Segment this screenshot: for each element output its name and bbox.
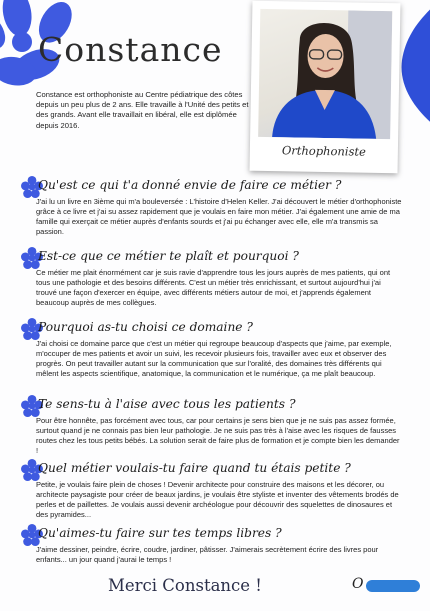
- question-heading: Est-ce que ce métier te plaît et pourquoi ?: [38, 249, 299, 263]
- answer-paragraph: J'aime dessiner, peindre, écrire, coudre, jardiner, pâtisser. J'aimerais secrètement écrire des livres pour enfants... un jour quand j'aurai le temps !: [36, 545, 379, 565]
- answer-paragraph: Petite, je voulais faire plein de choses ! Devenir architecte pour construire des maisons et les décorer, ou architecte paysagiste pour créer de beaux jardins, je voulais être styliste et inventer des vêtements brodés de perles et de paillettes. Je voulais aussi devenir archéologue pour découvrir des squelettes de dinosaures et des pyramides...: [36, 480, 399, 520]
- portrait-illustration: [258, 9, 392, 139]
- question-heading: Qu'aimes-tu faire sur tes temps libres ?: [38, 526, 282, 540]
- question-heading: Qu'est ce qui t'a donné envie de faire ce métier ?: [38, 178, 342, 192]
- answer-paragraph: Pour être honnête, pas forcément avec tous, car pour certains je sens bien que je ne suis pas assez formée, surtout quand je ne connais pas bien leur pathologie. Je ne suis pas très à l'aise avec les risques de fausses routes chez les tous petits bébés. La solution serait de faire plus de formation et je compte bien les demander !: [36, 416, 400, 456]
- closing-thanks: Merci Constance !: [108, 576, 262, 595]
- page-title: Constance: [38, 30, 223, 69]
- answer-paragraph: J'ai choisi ce domaine parce que c'est un métier qui regroupe beaucoup d'aspects que j'aime, par exemple, m'occuper de mes patients et avoir un suivi, les recevoir plusieurs fois, travailler avec eux et observer des progrès. On peut travailler autant sur la communication que sur l'oralité, des domaines très différents qui mêlent les aspects scientifique, anatomique, la communication et le numérique, ça me plaît beaucoup.: [36, 339, 392, 379]
- question-heading: Quel métier voulais-tu faire quand tu étais petite ?: [38, 461, 351, 475]
- answer-paragraph: Ce métier me plait énormément car je suis ravie d'apprendre tous les jours auprès de mes patients, qui ont tous une pathologie et des besoins différents. C'est un métier très enrichissant, et surtout aujourd'hui j'ai trouvé une façon d'exercer en équipe, avec différents métiers autour de moi, et j'apprends également beaucoup auprès de mes collègues.: [36, 268, 391, 308]
- intro-paragraph: Constance est orthophoniste au Centre pédiatrique des côtes depuis un peu plus de 2 ans. Elle travaille à l'Unité des petits et des grands. Avant elle travaillait en libéral, elle est diplômée depuis 2016.: [36, 90, 249, 130]
- author-signature: O: [352, 576, 364, 592]
- question-heading: Te sens-tu à l'aise avec tous les patients ?: [38, 397, 296, 411]
- portrait-polaroid: [250, 1, 401, 174]
- photo-caption: Orthophoniste: [281, 143, 366, 159]
- answer-paragraph: J'ai lu un livre en 3ième qui m'a bouleversée : L'histoire d'Helen Keller. J'ai découvert le métier d'orthophoniste grâce à ce livre et j'ai su assez rapidement que je voulais en faire mon métier. J'ai également une amie de ma famille qui exerçait ce métier auprès d'enfants sourds et j'ai pu échanger avec elle, elle m'a transmis sa passion.: [36, 197, 402, 237]
- portrait-photo: [258, 9, 392, 139]
- redacted-name-mark: [366, 580, 420, 592]
- question-heading: Pourquoi as-tu choisi ce domaine ?: [38, 320, 253, 334]
